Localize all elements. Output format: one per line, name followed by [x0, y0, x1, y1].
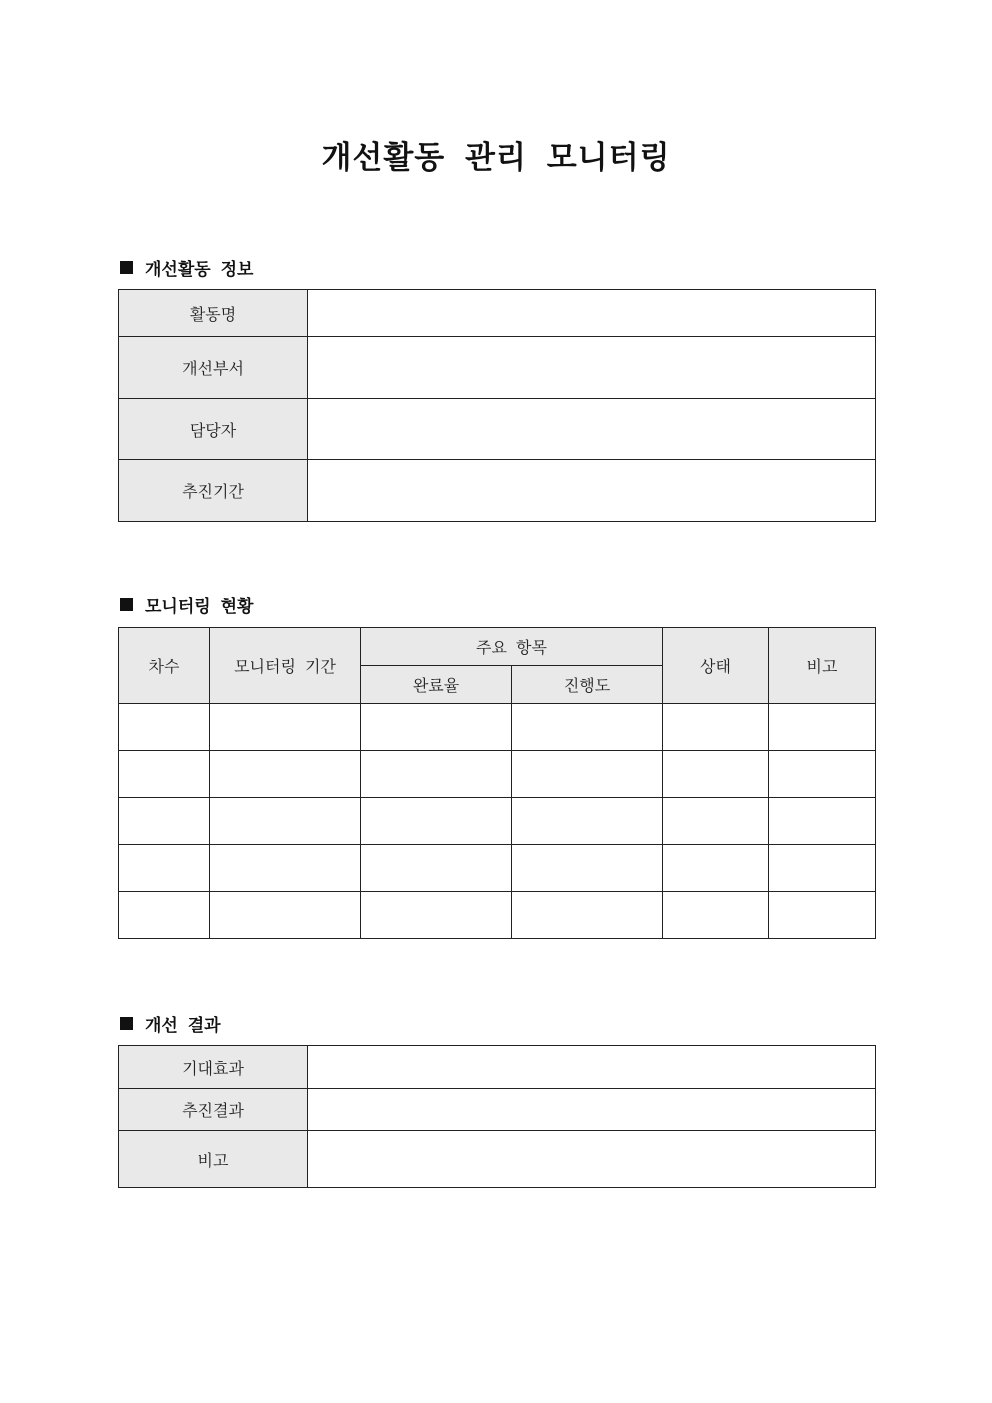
cell-round[interactable]: [119, 798, 210, 845]
table-row: [119, 399, 876, 460]
cell-progress[interactable]: [512, 704, 663, 751]
table-row: [119, 704, 876, 751]
section-heading-monitoring: [120, 592, 253, 617]
cell-period[interactable]: [210, 798, 361, 845]
header-main-items: 주요 항목: [361, 628, 663, 666]
result-label-remarks: 비고: [119, 1131, 308, 1188]
cell-period[interactable]: [210, 751, 361, 798]
result-value-outcome[interactable]: [308, 1089, 876, 1131]
info-label-period: 추진기간: [119, 460, 308, 522]
section-heading-result: [120, 1011, 221, 1036]
section-heading-monitoring-label: 모니터링 현황: [145, 597, 254, 617]
square-bullet-icon: [120, 598, 133, 611]
header-progress: 진행도: [512, 666, 663, 704]
cell-progress[interactable]: [512, 751, 663, 798]
header-completion-rate: 완료율: [361, 666, 512, 704]
result-label-expected-effect: 기대효과: [119, 1046, 308, 1089]
cell-remarks[interactable]: [769, 798, 876, 845]
cell-remarks[interactable]: [769, 892, 876, 939]
table-row: [119, 337, 876, 399]
cell-period[interactable]: [210, 704, 361, 751]
cell-remarks[interactable]: [769, 704, 876, 751]
cell-period[interactable]: [210, 845, 361, 892]
info-table: [118, 289, 876, 522]
section-heading-result-label: 개선 결과: [145, 1016, 221, 1036]
cell-completion-rate[interactable]: [361, 798, 512, 845]
info-value-period[interactable]: [308, 460, 876, 522]
cell-remarks[interactable]: [769, 845, 876, 892]
cell-round[interactable]: [119, 892, 210, 939]
info-label-activity-name: 활동명: [119, 290, 308, 337]
table-row: [119, 1046, 876, 1089]
cell-progress[interactable]: [512, 892, 663, 939]
cell-status[interactable]: [663, 798, 769, 845]
cell-progress[interactable]: [512, 798, 663, 845]
cell-completion-rate[interactable]: [361, 892, 512, 939]
cell-round[interactable]: [119, 845, 210, 892]
cell-status[interactable]: [663, 892, 769, 939]
cell-remarks[interactable]: [769, 751, 876, 798]
info-label-department: 개선부서: [119, 337, 308, 399]
table-row: [119, 290, 876, 337]
table-row: [119, 1089, 876, 1131]
result-value-expected-effect[interactable]: [308, 1046, 876, 1089]
header-period: 모니터링 기간: [210, 628, 361, 704]
document-title: 개선활동 관리 모니터링: [321, 140, 671, 176]
table-header-row: [119, 628, 876, 666]
result-value-remarks[interactable]: [308, 1131, 876, 1188]
cell-period[interactable]: [210, 892, 361, 939]
table-row: [119, 845, 876, 892]
table-row: [119, 460, 876, 522]
cell-round[interactable]: [119, 751, 210, 798]
monitoring-table: [118, 627, 876, 939]
cell-round[interactable]: [119, 704, 210, 751]
header-status: 상태: [663, 628, 769, 704]
header-round: 차수: [119, 628, 210, 704]
section-heading-info: [120, 255, 253, 280]
table-row: [119, 892, 876, 939]
table-row: [119, 1131, 876, 1188]
header-remarks: 비고: [769, 628, 876, 704]
result-label-outcome: 추진결과: [119, 1089, 308, 1131]
result-table: [118, 1045, 876, 1188]
cell-completion-rate[interactable]: [361, 751, 512, 798]
section-heading-info-label: 개선활동 정보: [145, 260, 254, 280]
table-row: [119, 751, 876, 798]
table-row: [119, 798, 876, 845]
cell-progress[interactable]: [512, 845, 663, 892]
square-bullet-icon: [120, 261, 133, 274]
square-bullet-icon: [120, 1017, 133, 1030]
info-value-activity-name[interactable]: [308, 290, 876, 337]
cell-status[interactable]: [663, 704, 769, 751]
cell-completion-rate[interactable]: [361, 845, 512, 892]
info-value-manager[interactable]: [308, 399, 876, 460]
cell-completion-rate[interactable]: [361, 704, 512, 751]
info-value-department[interactable]: [308, 337, 876, 399]
cell-status[interactable]: [663, 751, 769, 798]
info-label-manager: 담당자: [119, 399, 308, 460]
cell-status[interactable]: [663, 845, 769, 892]
